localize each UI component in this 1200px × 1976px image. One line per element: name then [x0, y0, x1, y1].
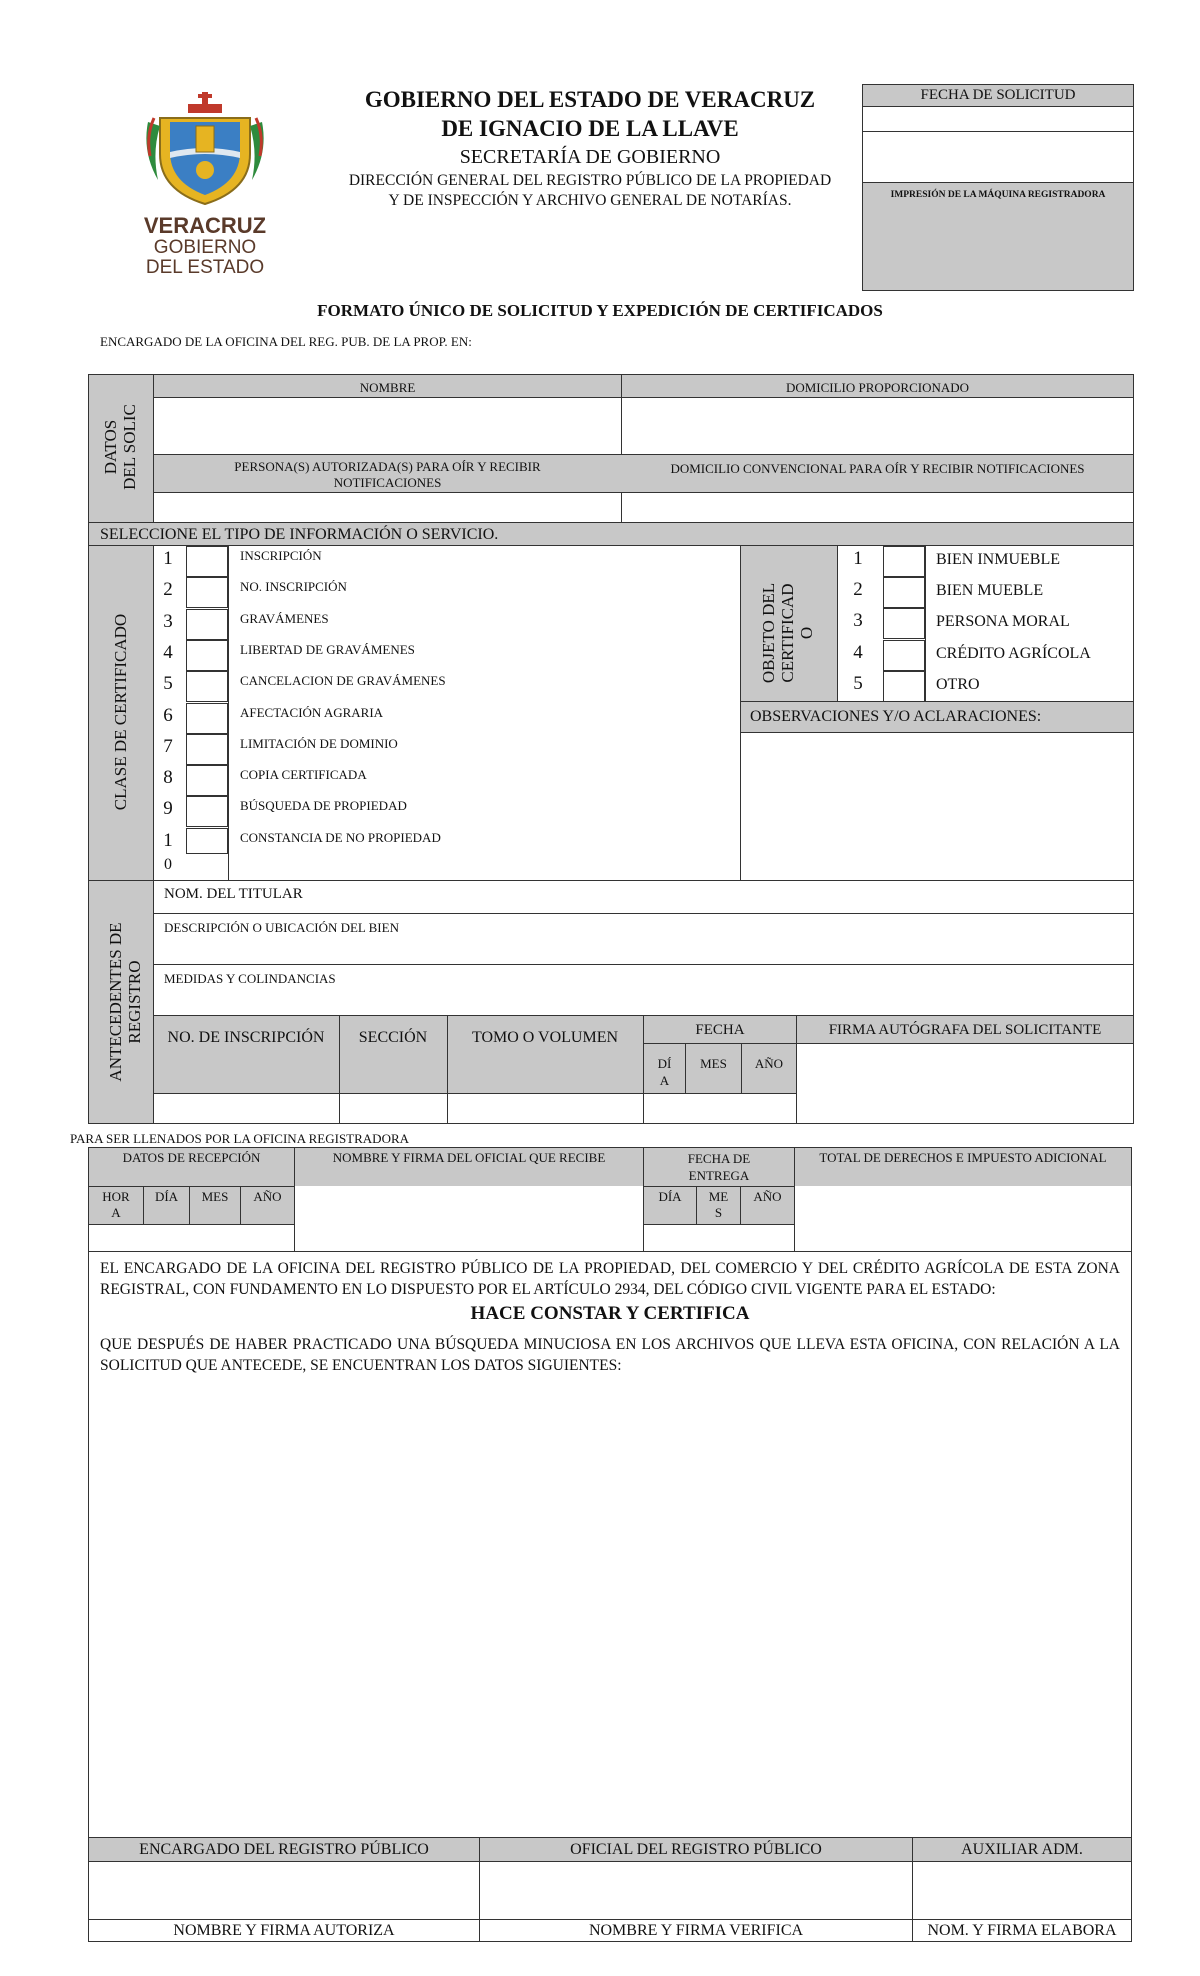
recepcion-mes-header: MES: [201, 1189, 229, 1204]
seleccione-label: SELECCIONE EL TIPO DE INFORMACIÓN O SERVICIO.: [100, 526, 499, 543]
fecha-dia-header: DÍ A: [657, 1056, 672, 1088]
autoriza-label: NOMBRE Y FIRMA AUTORIZA: [173, 1921, 395, 1939]
firma-encargado-header: ENCARGADO DEL REGISTRO PÚBLICO: [139, 1841, 429, 1858]
objeto-number: 3: [853, 610, 863, 632]
objeto-side-label: OBJETO DEL CERTIFICAD O: [759, 582, 816, 684]
objeto-checkbox[interactable]: [883, 577, 925, 608]
objeto-checkbox[interactable]: [883, 546, 925, 577]
impresion-label: IMPRESIÓN DE LA MÁQUINA REGISTRADORA: [890, 190, 1106, 200]
objeto-checkbox[interactable]: [883, 640, 925, 671]
clase-number: 1: [163, 548, 173, 569]
clase-checkbox[interactable]: [186, 609, 228, 640]
fecha-mes-header: MES: [700, 1056, 727, 1071]
descripcion-label[interactable]: DESCRIPCIÓN O UBICACIÓN DEL BIEN: [164, 920, 399, 935]
tomo-field[interactable]: [449, 1095, 641, 1122]
clase-number-2: 0: [164, 855, 172, 873]
clase-number: 8: [163, 767, 173, 789]
entrega-dia-header: DÍA: [658, 1189, 682, 1204]
datos-recepcion-header: DATOS DE RECEPCIÓN: [122, 1150, 261, 1165]
titular-label[interactable]: NOM. DEL TITULAR: [164, 886, 303, 902]
objeto-label: OTRO: [936, 675, 980, 693]
clase-number: 3: [163, 610, 173, 632]
clase-checkbox[interactable]: [186, 671, 228, 702]
header-direccion-1: DIRECCIÓN GENERAL DEL REGISTRO PÚBLICO DE LA PROPIEDAD: [348, 172, 832, 189]
clase-checkbox[interactable]: [186, 640, 228, 671]
tomo-header: TOMO O VOLUMEN: [471, 1029, 619, 1046]
certifica-parrafo-2: QUE DESPUÉS DE HABER PRACTICADO UNA BÚSQUEDA MINUCIOSA EN LOS ARCHIVOS QUE LLEVA ESTA OFICINA, CON RELACIÓN A LA SOLICITUD QUE ANTECEDE, SE ENCUENTRAN LOS DATOS SIGUIENTES:: [100, 1336, 1120, 1374]
firma-oficial-header: OFICIAL DEL REGISTRO PÚBLICO: [570, 1841, 822, 1858]
objeto-label: PERSONA MORAL: [936, 613, 1070, 631]
recepcion-field[interactable]: [90, 1226, 293, 1250]
firma-auxiliar-field[interactable]: [914, 1863, 1131, 1918]
certifica-datos-field[interactable]: [95, 1380, 1125, 1832]
nombre-field[interactable]: [155, 399, 619, 453]
clase-checkbox[interactable]: [186, 703, 228, 734]
firma-auxiliar-header: AUXILIAR ADM.: [961, 1841, 1083, 1858]
encargado-label: ENCARGADO DE LA OFICINA DEL REG. PUB. DE LA PROP. EN:: [100, 334, 472, 349]
header-title-1: GOBIERNO DEL ESTADO DE VERACRUZ: [364, 87, 816, 112]
clase-checkbox[interactable]: [186, 577, 228, 608]
firma-header: FIRMA AUTÓGRAFA DEL SOLICITANTE: [828, 1021, 1102, 1038]
no-inscripcion-field[interactable]: [155, 1095, 337, 1122]
nombre-firma-oficial-header: NOMBRE Y FIRMA DEL OFICIAL QUE RECIBE: [332, 1150, 606, 1165]
oficial-firma-field[interactable]: [296, 1188, 642, 1250]
objeto-checkbox[interactable]: [883, 671, 925, 702]
nombre-header: NOMBRE: [359, 380, 416, 395]
fecha-anio-header: AÑO: [754, 1056, 784, 1071]
clase-label: CONSTANCIA DE NO PROPIEDAD: [240, 829, 441, 845]
fecha-solicitud-label: FECHA DE SOLICITUD: [863, 85, 1133, 106]
coat-of-arms-icon: [140, 92, 270, 210]
entrega-anio-header: AÑO: [753, 1189, 782, 1204]
seccion-field[interactable]: [341, 1095, 445, 1122]
objeto-number: 1: [853, 548, 863, 569]
clase-number: 7: [163, 735, 173, 757]
header-direccion-2: Y DE INSPECCIÓN Y ARCHIVO GENERAL DE NOTARÍAS.: [388, 192, 792, 209]
entrega-field[interactable]: [645, 1226, 793, 1250]
firma-encargado-field[interactable]: [90, 1863, 478, 1918]
observaciones-label: OBSERVACIONES Y/O ACLARACIONES:: [750, 708, 1042, 725]
clase-checkbox[interactable]: [186, 828, 228, 854]
recepcion-anio-header: AÑO: [253, 1189, 282, 1204]
domicilio-conv-header: DOMICILIO CONVENCIONAL PARA OÍR Y RECIBIR NOTIFICACIONES: [670, 461, 1085, 476]
hora-header: HOR A: [102, 1189, 130, 1220]
certifica-titulo: HACE CONSTAR Y CERTIFICA: [470, 1303, 750, 1324]
fecha-field[interactable]: [645, 1095, 794, 1122]
logo-subtitle-2: DEL ESTADO: [145, 257, 265, 278]
domicilio-field[interactable]: [623, 399, 1132, 453]
clase-checkbox[interactable]: [186, 734, 228, 765]
seccion-header: SECCIÓN: [358, 1029, 428, 1046]
firma-field[interactable]: [798, 1045, 1132, 1122]
clase-label: NO. INSCRIPCIÓN: [240, 579, 347, 595]
clase-label: GRAVÁMENES: [240, 610, 329, 626]
fecha-header: FECHA: [695, 1021, 745, 1038]
antecedentes-side-label: ANTECEDENTES DE REGISTRO: [106, 922, 144, 1082]
clase-side-label: CLASE DE CERTIFICADO: [111, 613, 130, 811]
total-derechos-header: TOTAL DE DERECHOS E IMPUESTO ADICIONAL: [819, 1150, 1107, 1165]
clase-checkbox[interactable]: [186, 796, 228, 827]
clase-label: CANCELACION DE GRAVÁMENES: [240, 673, 446, 689]
clase-label: LIMITACIÓN DE DOMINIO: [240, 735, 398, 751]
clase-label: INSCRIPCIÓN: [240, 548, 322, 563]
firma-oficial-field[interactable]: [481, 1863, 911, 1918]
objeto-checkbox[interactable]: [883, 608, 925, 639]
clase-label: AFECTACIÓN AGRARIA: [240, 704, 384, 720]
entrega-mes-header: ME S: [708, 1189, 729, 1220]
logo-name: VERACRUZ: [143, 213, 267, 238]
domicilio-conv-field[interactable]: [623, 494, 1132, 521]
objeto-number: 5: [853, 672, 863, 694]
medidas-label[interactable]: MEDIDAS Y COLINDANCIAS: [164, 971, 336, 986]
fecha-solicitud-field[interactable]: [863, 107, 1133, 131]
form-title: FORMATO ÚNICO DE SOLICITUD Y EXPEDICIÓN DE CERTIFICADOS: [317, 301, 883, 320]
clase-number: 2: [163, 579, 173, 601]
header-secretaria: SECRETARÍA DE GOBIERNO: [459, 145, 721, 168]
clase-number: 1: [163, 829, 173, 851]
total-field[interactable]: [796, 1188, 1131, 1250]
personas-field[interactable]: [155, 494, 619, 521]
clase-checkbox[interactable]: [186, 546, 228, 577]
domicilio-header: DOMICILIO PROPORCIONADO: [785, 380, 970, 395]
oficina-label: PARA SER LLENADOS POR LA OFICINA REGISTRADORA: [70, 1131, 410, 1146]
header-title-2: DE IGNACIO DE LA LLAVE: [441, 116, 739, 141]
clase-number: 5: [163, 673, 173, 695]
no-inscripcion-header: NO. DE INSCRIPCIÓN: [167, 1029, 325, 1046]
clase-checkbox[interactable]: [186, 765, 228, 796]
objeto-number: 4: [853, 641, 863, 663]
clase-number: 4: [163, 641, 173, 663]
elabora-label: NOM. Y FIRMA ELABORA: [927, 1921, 1117, 1939]
certifica-parrafo-1: EL ENCARGADO DE LA OFICINA DEL REGISTRO PÚBLICO DE LA PROPIEDAD, DEL COMERCIO Y DEL CRÉDITO AGRÍCOLA DE ESTA ZONA REGISTRAL, CON FUNDAMENTO EN LO DISPUESTO POR EL ARTÍCULO 2934, DEL CÓDIGO CIVIL VIGENTE PARA EL ESTADO:: [100, 1260, 1120, 1298]
objeto-number: 2: [853, 579, 863, 601]
fecha-entrega-header: FECHA DE ENTREGA: [687, 1151, 751, 1183]
veracruz-logo: [140, 92, 270, 282]
clase-label: BÚSQUEDA DE PROPIEDAD: [240, 798, 407, 814]
clase-label: COPIA CERTIFICADA: [240, 767, 367, 783]
verifica-label: NOMBRE Y FIRMA VERIFICA: [588, 1921, 804, 1939]
recepcion-dia-header: DÍA: [154, 1189, 179, 1204]
personas-header: PERSONA(S) AUTORIZADA(S) PARA OÍR Y RECIBIR NOTIFICACIONES: [234, 459, 541, 490]
datos-side-label: DATOS DEL SOLIC: [101, 404, 139, 490]
logo-subtitle-1: GOBIERNO: [153, 237, 257, 258]
objeto-label: BIEN INMUEBLE: [936, 551, 1060, 568]
objeto-label: BIEN MUEBLE: [936, 582, 1044, 600]
clase-number: 6: [163, 704, 173, 726]
clase-label: LIBERTAD DE GRAVÁMENES: [240, 641, 415, 657]
objeto-label: CRÉDITO AGRÍCOLA: [936, 644, 1091, 662]
clase-number: 9: [163, 798, 173, 820]
observaciones-field[interactable]: [742, 734, 1132, 879]
